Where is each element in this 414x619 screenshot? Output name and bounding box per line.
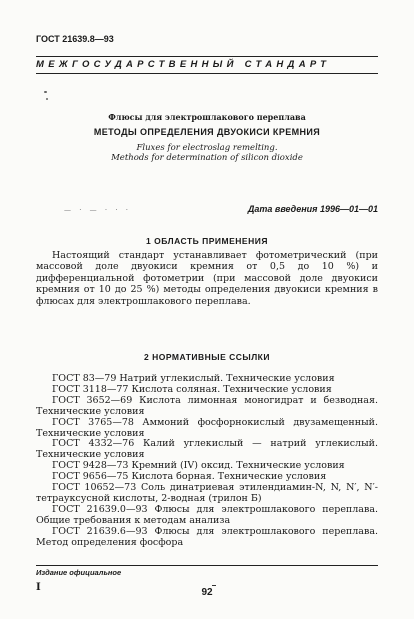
edition-mark: I — [36, 582, 41, 593]
effective-date: Дата введения 1996—01—01 — [247, 204, 378, 214]
reference-item: ГОСТ 10652—73 Соль динатриевая этилендиамин-N, N, N′, N′-тетрауксусной кислоты, 2-водная (трилон Б) — [36, 482, 378, 504]
reference-item: ГОСТ 9428—73 Кремний (IV) оксид. Технические условия — [52, 460, 345, 472]
reference-item: ГОСТ 4332—76 Калий углекислый — натрий углекислый. Технические условия — [36, 438, 378, 461]
document-title: МЕТОДЫ ОПРЕДЕЛЕНИЯ ДВУОКИСИ КРЕМНИЯ — [93, 127, 321, 137]
references-list — [36, 374, 378, 549]
reference-item: ГОСТ 21639.6—93 Флюсы для электрошлакового переплава. Метод определения фосфора — [36, 525, 378, 548]
date-leader-dashes: — · — · · · — [64, 206, 132, 214]
english-title — [36, 143, 378, 163]
scope-text: Настоящий стандарт устанавливает фотометрический (при массовой доле двуокиси кремния от 0,5 до 10 %) и дифференциальной фотометрии (при массовой доле двуокиси кремния от 10 до 25 %) методы определения двуокиси кремния в флюсах для электрошлакового переплава. — [36, 250, 378, 307]
section-heading-references: 2 НОРМАТИВНЫЕ ССЫЛКИ — [144, 352, 270, 362]
page-number: 92 — [201, 587, 213, 598]
section-heading-scope: 1 ОБЛАСТЬ ПРИМЕНЕНИЯ — [146, 236, 268, 246]
scan-speck — [44, 91, 47, 93]
page-number-overline — [212, 585, 216, 586]
scan-speck — [46, 98, 48, 100]
standard-type-title: МЕЖГОСУДАРСТВЕННЫЙ СТАНДАРТ — [36, 59, 331, 70]
top-rule — [36, 56, 378, 57]
reference-item: ГОСТ 21639.0—93 Флюсы для электрошлакового переплава. Общие требования к методам анализа — [36, 503, 378, 526]
english-title-line-1: Fluxes for electroslag remelting. — [136, 143, 278, 153]
reference-item: ГОСТ 3652—69 Кислота лимонная моногидрат и безводная. Технические условия — [36, 394, 378, 417]
title-rule — [36, 73, 378, 74]
reference-item: ГОСТ 3118—77 Кислота соляная. Технические условия — [52, 383, 332, 395]
scope-paragraph — [36, 250, 378, 307]
document-subtitle: Флюсы для электрошлакового переплава — [108, 112, 306, 122]
reference-item: ГОСТ 83—79 Натрий углекислый. Технические условия — [52, 373, 335, 384]
reference-item: ГОСТ 3765—78 Аммоний фосфорнокислый двузамещенный. Технические условия — [36, 416, 378, 439]
standard-code: ГОСТ 21639.8—93 — [36, 34, 114, 44]
reference-item: ГОСТ 9656—75 Кислота борная. Технические условия — [52, 471, 327, 483]
footer-rule — [36, 565, 378, 566]
edition-note: Издание официальное — [36, 568, 122, 577]
english-title-line-2: Methods for determination of silicon dioxide — [111, 153, 303, 163]
